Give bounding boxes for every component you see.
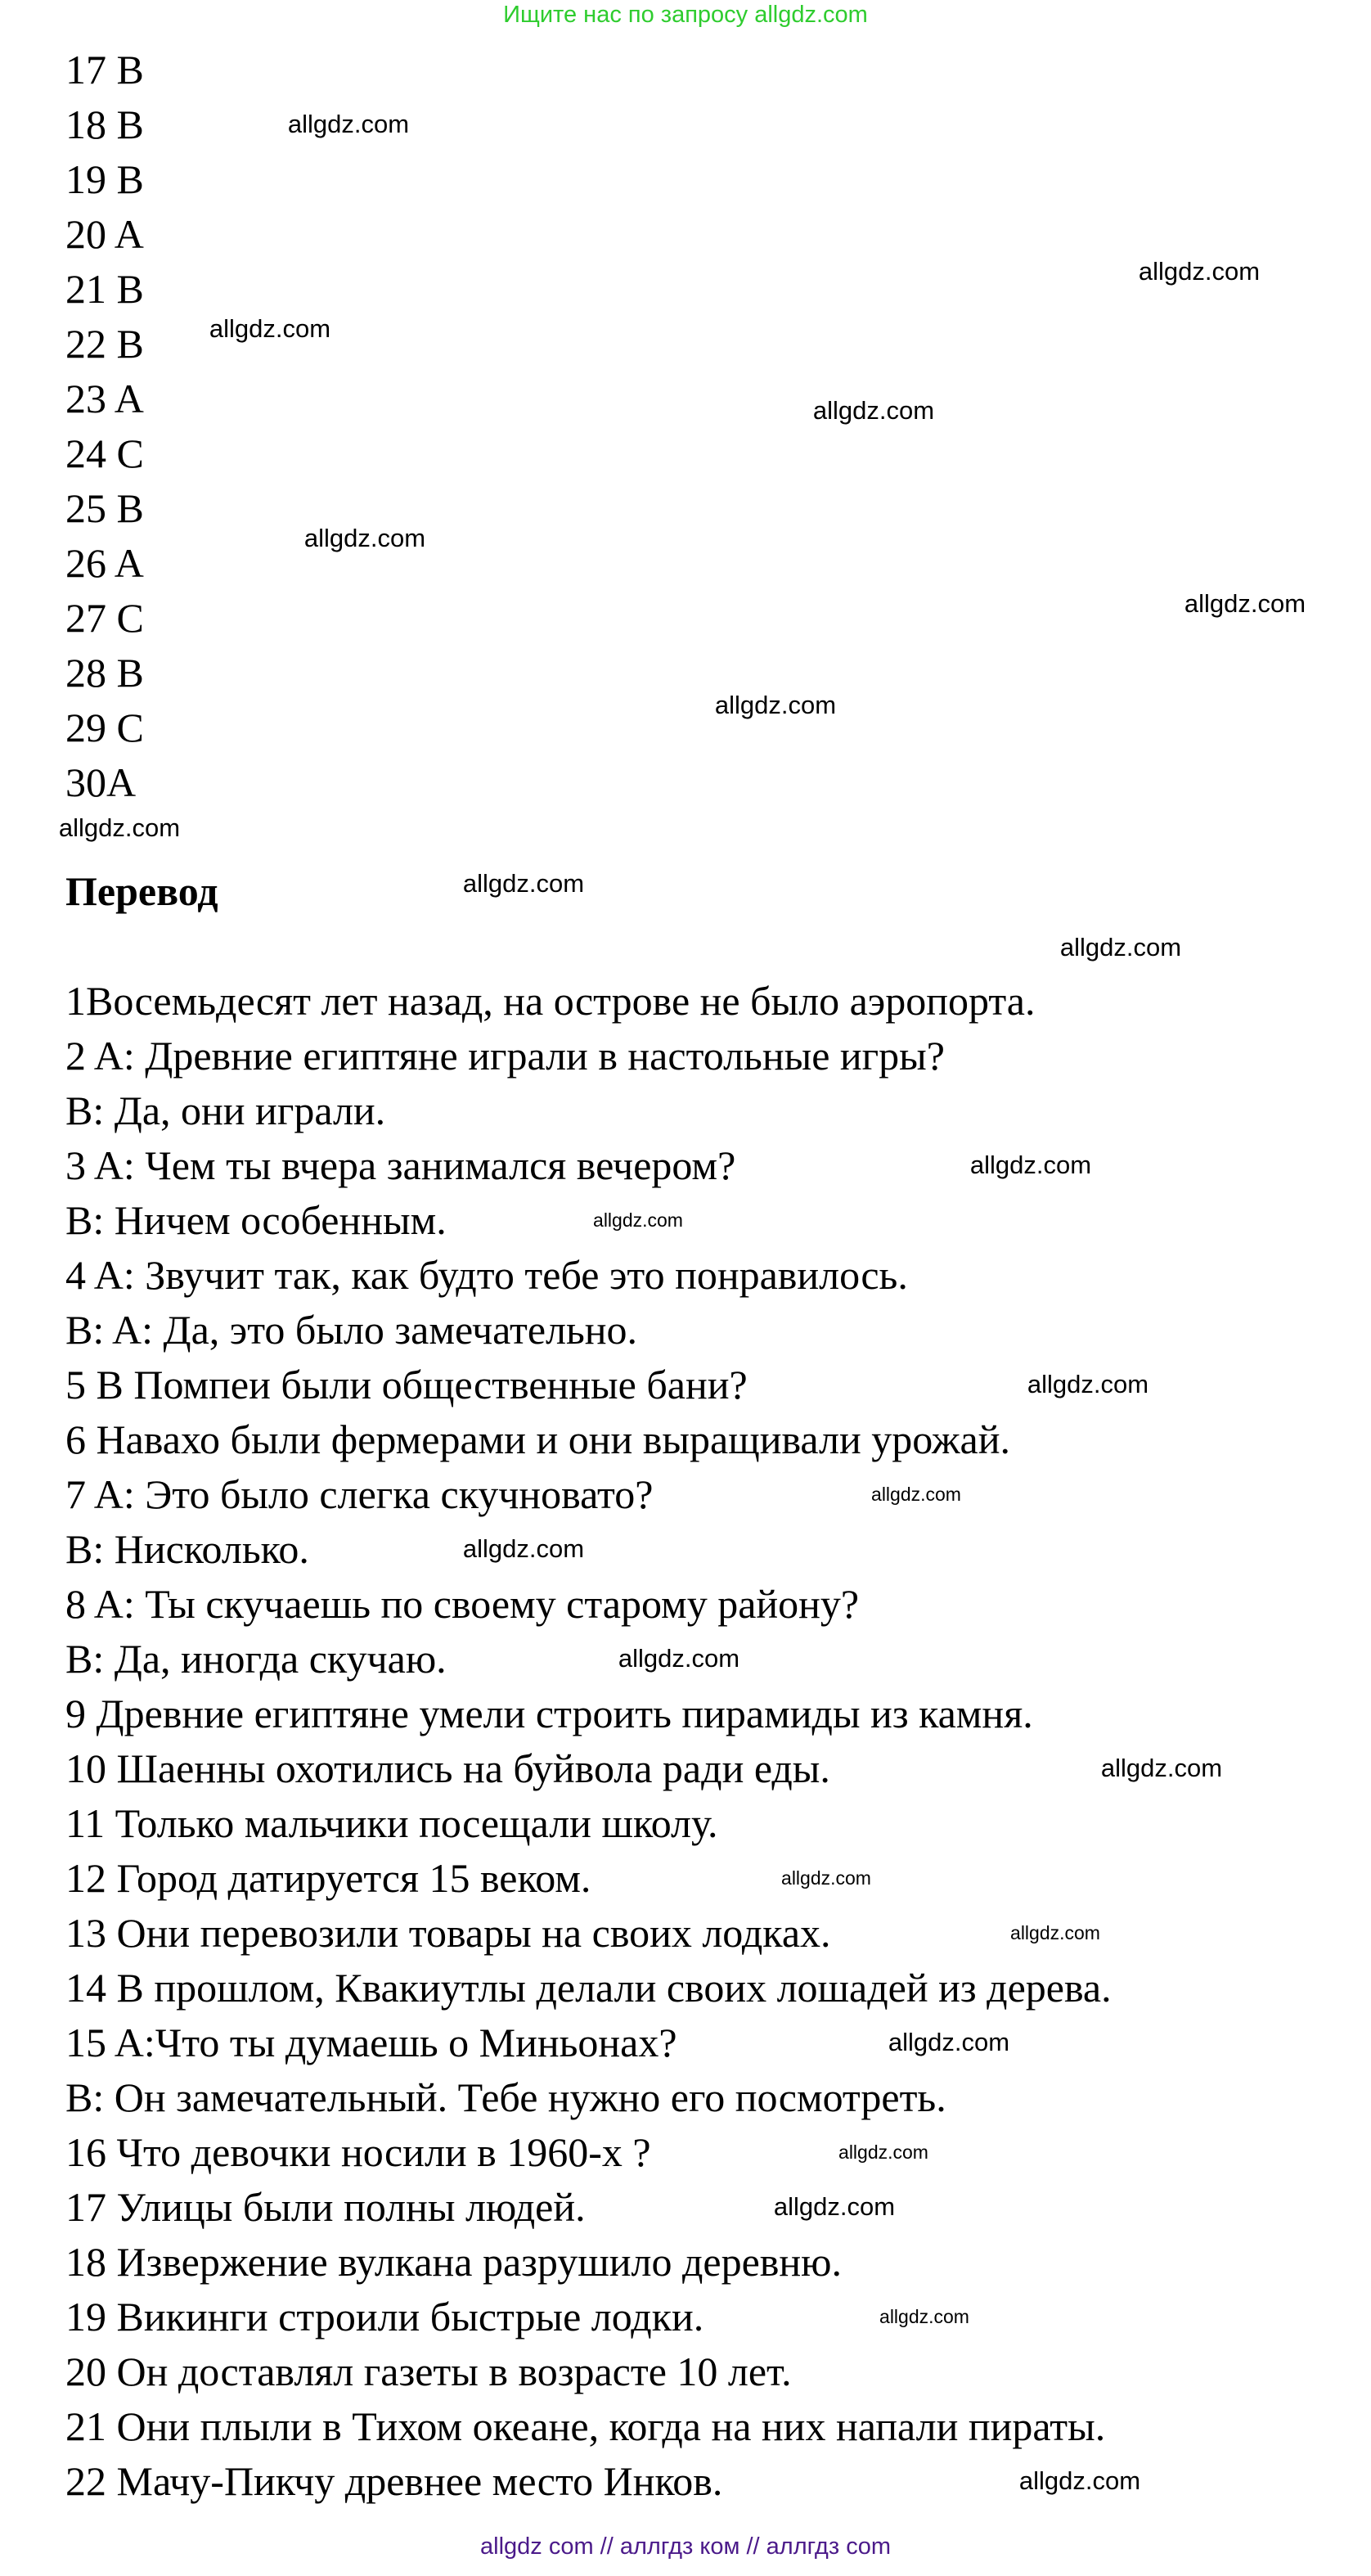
footer-links[interactable]: allgdz com // аллгдз ком // аллгдз com [480,2533,891,2560]
watermark: allgdz.com [303,524,426,552]
translation-line: 9 Древние египтяне умели строить пирамиды из камня. [65,1691,1033,1736]
watermark: allgdz.com [879,2306,969,2327]
header-banner[interactable]: Ищите нас по запросу allgdz.com [503,2,868,28]
watermark: allgdz.com [1018,2466,1141,2495]
translation-line: B: Да, они играли. [65,1088,386,1133]
answer-item: 20 A [65,211,144,257]
watermark: allgdz.com [773,2192,896,2221]
answer-item: 22 B [65,321,144,367]
watermark: allgdz.com [1059,933,1182,961]
answer-item: 25 B [65,485,144,531]
translation-line: 18 Извержение вулкана разрушило деревню. [65,2239,843,2285]
translation-line: 16 Что девочки носили в 1960-х ? [65,2129,651,2175]
translation-line: B: Он замечательный. Тебе нужно его посмотреть. [65,2074,946,2120]
watermark: allgdz.com [1010,1922,1100,1943]
translation-line: 22 Мачу-Пикчу древнее место Инков. [65,2458,723,2504]
translation-line: 11 Только мальчики посещали школу. [65,1800,718,1846]
watermark: allgdz.com [888,2028,1010,2056]
answer-item: 18 B [65,101,144,147]
watermark: allgdz.com [58,813,181,842]
translation-line: 15 A:Что ты думаешь о Миньонах? [65,2020,677,2065]
translation-line: 2 A: Древние египтяне играли в настольные игры? [65,1033,945,1079]
watermark: allgdz.com [812,396,935,425]
translation-line: B: A: Да, это было замечательно. [65,1307,638,1353]
answer-item: 30A [65,759,137,805]
watermark: allgdz.com [462,1534,585,1563]
watermark: allgdz.com [969,1151,1092,1179]
translation-line: 17 Улицы были полны людей. [65,2184,586,2230]
watermark: allgdz.com [287,110,410,138]
watermark: allgdz.com [781,1867,871,1889]
translation-heading: Перевод [65,868,218,914]
answer-item: 28 B [65,650,144,696]
answers-list [65,43,144,810]
translation-line: 12 Город датируется 15 веком. [65,1855,591,1901]
watermark: allgdz.com [1184,589,1306,618]
answer-item: 29 C [65,705,144,750]
translation-list [65,974,1112,2509]
answer-item: 23 A [65,376,144,421]
translation-line: 8 A: Ты скучаешь по своему старому району? [65,1581,860,1627]
answer-item: 27 C [65,595,144,641]
translation-line: B: Да, иногда скучаю. [65,1636,447,1682]
translation-line: 13 Они перевозили товары на своих лодках. [65,1910,831,1956]
translation-line: 21 Они плыли в Тихом океане, когда на них напали пираты. [65,2403,1106,2449]
translation-line: 3 A: Чем ты вчера занимался вечером? [65,1142,736,1188]
translation-line: 5 В Помпеи были общественные бани? [65,1362,748,1407]
translation-line: 7 A: Это было слегка скучновато? [65,1471,654,1517]
translation-line: 10 Шаенны охотились на буйвола ради еды. [65,1745,830,1791]
watermark: allgdz.com [593,1209,683,1231]
watermark: allgdz.com [1100,1754,1223,1782]
answer-item: 24 C [65,430,144,476]
watermark: allgdz.com [618,1644,740,1673]
translation-line: 6 Навахо были фермерами и они выращивали урожай. [65,1416,1011,1462]
translation-line: 14 В прошлом, Квакиутлы делали своих лошадей из дерева. [65,1965,1112,2011]
translation-line: B: Нисколько. [65,1526,309,1572]
watermark: allgdz.com [462,869,585,898]
watermark: allgdz.com [714,691,837,719]
watermark: allgdz.com [871,1484,961,1505]
answer-item: 21 B [65,266,144,312]
answer-item: 26 A [65,540,144,586]
translation-line: 1Восемьдесят лет назад, на острове не было аэропорта. [65,978,1036,1024]
watermark: allgdz.com [1027,1370,1149,1398]
answer-item: 17 B [65,47,144,92]
watermark: allgdz.com [209,314,331,343]
watermark: allgdz.com [838,2141,928,2163]
answer-item: 19 B [65,156,144,202]
watermark: allgdz.com [1138,257,1261,286]
translation-line: 19 Викинги строили быстрые лодки. [65,2294,704,2340]
translation-line: 4 A: Звучит так, как будто тебе это понравилось. [65,1252,908,1298]
translation-line: B: Ничем особенным. [65,1197,447,1243]
translation-line: 20 Он доставлял газеты в возрасте 10 лет. [65,2349,792,2394]
